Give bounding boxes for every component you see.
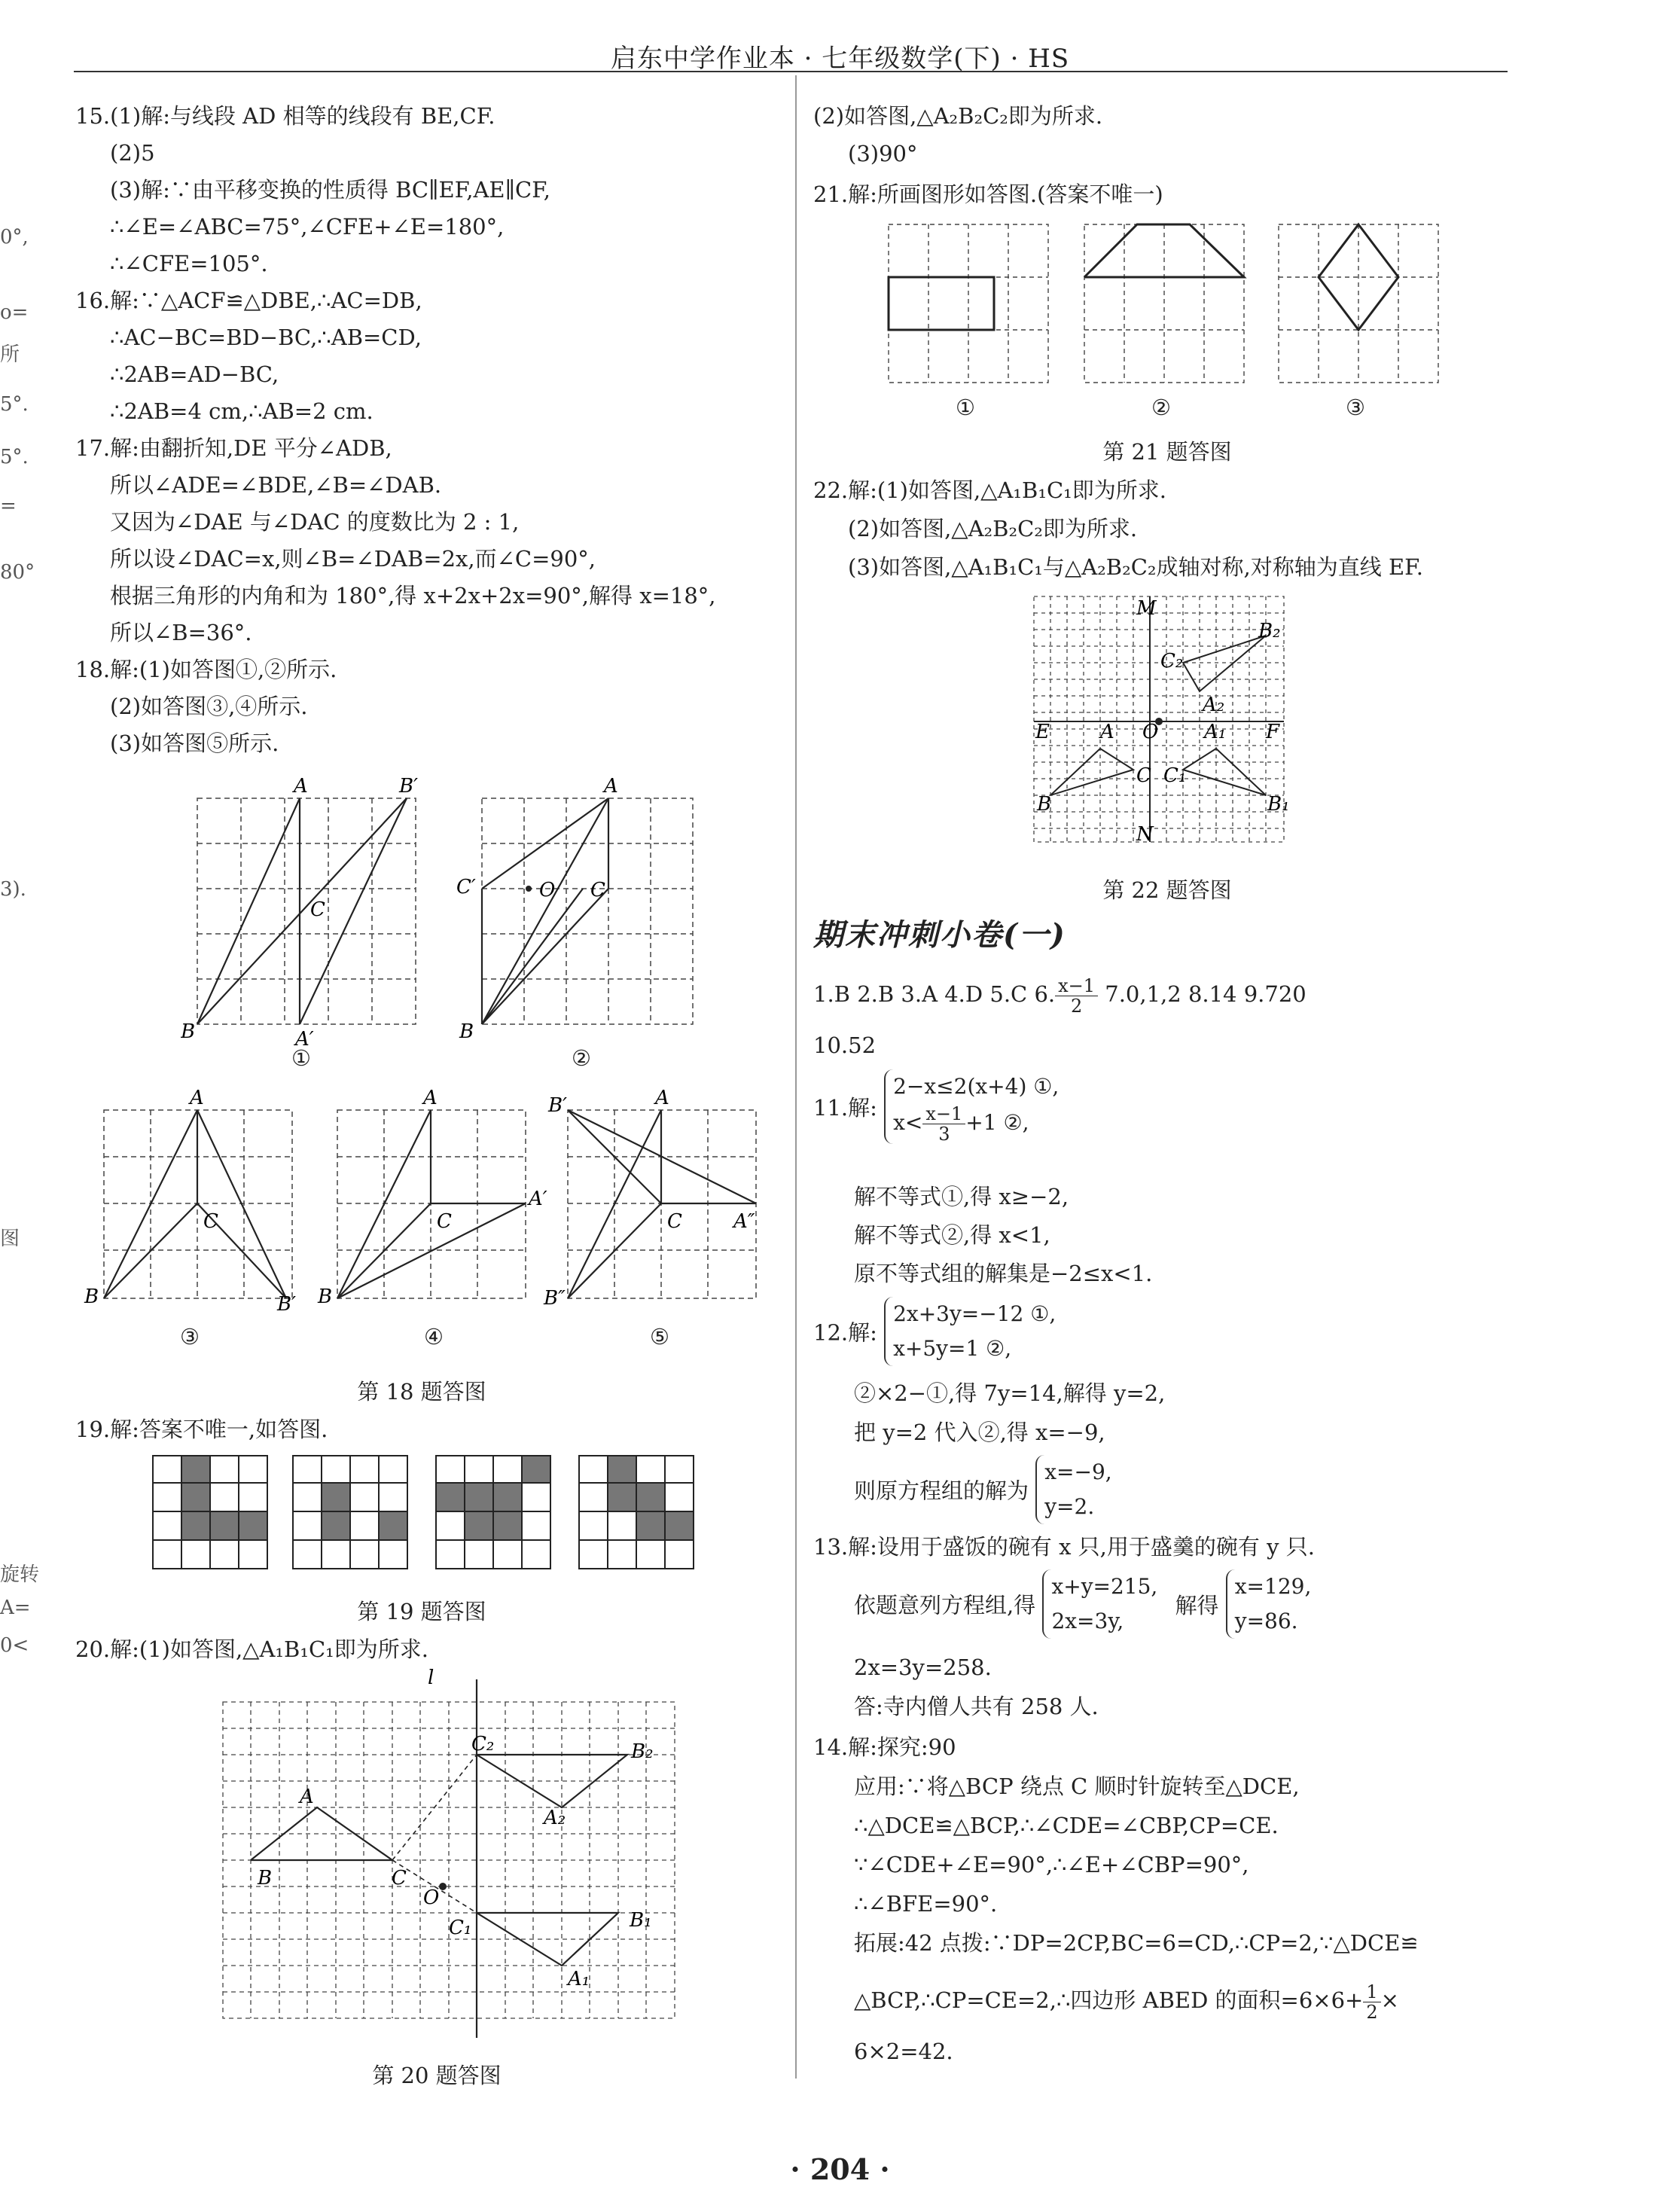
q17-line: 所以∠ADE=∠BDE,∠B=∠DAB. — [110, 472, 442, 498]
q12-line: 把 y=2 代入②,得 x=−9, — [854, 1420, 1105, 1445]
page-number: · 204 · — [790, 2152, 890, 2186]
equation: x=129, — [1234, 1574, 1312, 1599]
q17-line: 根据三角形的内角和为 180°,得 x+2x+2x=90°,解得 x=18°, — [110, 583, 716, 608]
equation — [893, 1104, 1059, 1144]
q18-figure-3 — [83, 1084, 309, 1310]
q18-figure-1 — [181, 776, 437, 1062]
solution-system — [1035, 1455, 1111, 1524]
q13-line: 依题意列方程组,得 — [854, 1592, 1036, 1618]
q14-line: ∴∠BFE=90°. — [854, 1891, 998, 1917]
q13-line: 13.解:设用于盛饭的碗有 x 只,用于盛羹的碗有 y 只. — [813, 1534, 1315, 1560]
point-label: A — [190, 1087, 204, 1109]
point-label: A₂ — [1203, 694, 1225, 716]
point-label: B — [459, 1020, 474, 1043]
column-divider — [795, 75, 797, 2079]
point-label: O — [1142, 721, 1159, 743]
q20-line: (2)如答图,△A₂B₂C₂即为所求. — [813, 103, 1103, 129]
point-label: B″ — [544, 1287, 566, 1310]
q22-line: (2)如答图,△A₂B₂C₂即为所求. — [848, 516, 1138, 541]
point-label: B′ — [548, 1094, 568, 1117]
q22-figure — [1028, 592, 1299, 851]
figure-caption: 第 18 题答图 — [357, 1379, 486, 1405]
point-label: A — [604, 776, 618, 798]
figure-caption: 第 20 题答图 — [372, 2063, 502, 2088]
point-label: C₁ — [1163, 764, 1187, 787]
figure-number: ⑤ — [650, 1324, 669, 1350]
figure-caption: 第 22 题答图 — [1102, 877, 1232, 903]
edge-text: 0< — [0, 1634, 29, 1657]
q17-line: 所以设∠DAC=x,则∠B=∠DAB=2x,而∠C=90°, — [110, 546, 596, 572]
fraction-top: x−1 — [1055, 976, 1098, 996]
q20-line: 20.解:(1)如答图,△A₁B₁C₁即为所求. — [75, 1636, 429, 1662]
figure-number: ① — [291, 1045, 311, 1071]
equation: y=2. — [1044, 1494, 1095, 1519]
q14-line — [854, 1978, 1399, 2023]
q15-line: (3)解:∵由平移变换的性质得 BC∥EF,AE∥CF, — [110, 177, 551, 203]
point-label: F — [1266, 721, 1280, 743]
point-label: B₂ — [1258, 620, 1281, 642]
q15-line: (2)5 — [110, 140, 155, 166]
point-label: C₁ — [449, 1917, 472, 1939]
edge-text: 5°. — [0, 393, 29, 416]
point-label: A″ — [733, 1210, 755, 1233]
q18-figure-5 — [542, 1084, 783, 1310]
point-label: B₁ — [1267, 793, 1290, 816]
q21-line: 21.解:所画图形如答图.(答案不唯一) — [813, 181, 1163, 207]
point-label: B — [84, 1286, 99, 1308]
q19-grid-1 — [181, 1456, 267, 1540]
q13-system — [854, 1569, 1311, 1639]
q17-line: 17.解:由翻折知,DE 平分∠ADB, — [75, 435, 392, 461]
fraction-bottom: 2 — [1070, 995, 1083, 1017]
point-label: C — [310, 898, 325, 921]
fraction-top: x−1 — [922, 1104, 965, 1124]
point-label: C — [590, 879, 605, 901]
point-label: C — [392, 1867, 407, 1889]
q14-text: × — [1380, 1987, 1399, 2013]
point-label: C₂ — [1160, 650, 1184, 673]
point-label: C — [667, 1210, 682, 1233]
solution-system — [1226, 1569, 1312, 1639]
point-label: A₁ — [568, 1968, 590, 1990]
q22-line: 22.解:(1)如答图,△A₁B₁C₁即为所求. — [813, 477, 1167, 503]
equation-system — [1042, 1569, 1157, 1639]
q19-line: 19.解:答案不唯一,如答图. — [75, 1417, 328, 1442]
q18-line: 18.解:(1)如答图①,②所示. — [75, 657, 337, 682]
point-label: O — [539, 879, 556, 901]
answers-line: 10.52 — [813, 1032, 877, 1058]
point-label: B′ — [399, 776, 419, 798]
point-label: B — [181, 1020, 196, 1043]
edge-text: 旋转 — [0, 1563, 40, 1586]
q11-line: 解不等式①,得 x≥−2, — [854, 1184, 1069, 1209]
point-label: M — [1136, 597, 1157, 620]
inequality-system — [884, 1069, 1059, 1144]
fraction-bottom: 3 — [938, 1124, 950, 1145]
q14-line: 6×2=42. — [854, 2039, 953, 2064]
q12-label: 12.解: — [813, 1319, 877, 1346]
equation: x+5y=1 ②, — [893, 1336, 1012, 1361]
q18-figure-2 — [456, 776, 712, 1062]
point-label: A — [300, 1786, 314, 1808]
answers-text: 1.B 2.B 3.A 4.D 5.C 6. — [813, 981, 1056, 1007]
equation-part: +1 ②, — [965, 1110, 1029, 1135]
point-label: B — [318, 1286, 333, 1308]
figure-number: ③ — [1346, 395, 1365, 420]
fraction-top: 1 — [1363, 1982, 1380, 2002]
point-label: C — [1136, 764, 1151, 787]
equation: 2x+3y=−12 ①, — [893, 1301, 1056, 1326]
point-label: A′ — [529, 1188, 547, 1210]
q13-line: 答:寺内僧人共有 258 人. — [854, 1694, 1099, 1719]
q15-line: ∴∠CFE=105°. — [110, 251, 268, 276]
point-label: A — [423, 1087, 438, 1109]
q13-line: 解得 — [1175, 1592, 1219, 1618]
figure-number: ② — [572, 1045, 591, 1071]
equation: y=86. — [1234, 1609, 1298, 1633]
q11-line: 解不等式②,得 x<1, — [854, 1222, 1050, 1248]
point-label: l — [428, 1669, 434, 1689]
point-label: A₂ — [544, 1807, 566, 1829]
point-label: A′ — [295, 1028, 314, 1051]
q11-label: 11.解: — [813, 1095, 877, 1121]
point-label: A — [655, 1087, 669, 1109]
point-label: N — [1136, 823, 1154, 846]
q12-line: ②×2−①,得 7y=14,解得 y=2, — [854, 1380, 1166, 1406]
q13-line: 2x=3y=258. — [854, 1655, 992, 1680]
header-rule — [74, 71, 1508, 72]
edge-text: 图 — [0, 1228, 20, 1250]
point-label: A — [1100, 721, 1114, 743]
point-label: B — [258, 1867, 273, 1889]
figure-caption: 第 21 题答图 — [1102, 439, 1232, 465]
q12-line: 则原方程组的解为 — [854, 1478, 1029, 1504]
figure-number: ④ — [424, 1324, 444, 1350]
figure-number: ② — [1151, 395, 1171, 420]
fraction — [1363, 1982, 1380, 2022]
q15-line: 15.(1)解:与线段 AD 相等的线段有 BE,CF. — [75, 103, 495, 129]
edge-text: A= — [0, 1597, 31, 1619]
point-label: C — [203, 1210, 218, 1233]
q11-block — [813, 1069, 1059, 1144]
edge-text: o= — [0, 301, 29, 324]
q18-figure-4 — [316, 1084, 557, 1310]
q22-line: (3)如答图,△A₁B₁C₁与△A₂B₂C₂成轴对称,对称轴为直线 EF. — [848, 554, 1423, 580]
q15-line: ∴∠E=∠ABC=75°,∠CFE+∠E=180°, — [110, 214, 505, 239]
equation-system — [884, 1297, 1056, 1366]
q11-line: 原不等式组的解集是−2≤x<1. — [854, 1261, 1153, 1286]
point-label: B — [1037, 793, 1052, 816]
q20-figure — [203, 1669, 700, 2045]
q16-line: ∴AC−BC=BD−BC,∴AB=CD, — [110, 325, 422, 350]
q18-line: (3)如答图⑤所示. — [110, 730, 279, 756]
q14-line: 14.解:探究:90 — [813, 1734, 956, 1760]
q14-line: ∵∠CDE+∠E=90°,∴∠E+∠CBP=90°, — [854, 1852, 1249, 1877]
equation-part: x< — [893, 1110, 923, 1135]
equation: 2x=3y, — [1051, 1609, 1124, 1633]
edge-text: 3). — [0, 878, 26, 901]
equation: x=−9, — [1044, 1459, 1112, 1484]
q14-text: △BCP,∴CP=CE=2,∴四边形 ABED 的面积=6×6+ — [854, 1987, 1364, 2013]
q16-line: 16.解:∵△ACF≌△DBE,∴AC=DB, — [75, 288, 422, 313]
equation: x+y=215, — [1051, 1574, 1158, 1599]
point-label: B₁ — [630, 1909, 652, 1932]
q18-line: (2)如答图③,④所示. — [110, 694, 308, 719]
point-label: E — [1035, 721, 1050, 743]
equation: 2−x≤2(x+4) ①, — [893, 1074, 1060, 1099]
point-label: A — [294, 776, 308, 798]
edge-text: 5°. — [0, 446, 29, 468]
point-label: B′ — [277, 1293, 297, 1310]
figure-caption: 第 19 题答图 — [357, 1599, 486, 1624]
point-label: B₂ — [631, 1740, 654, 1763]
edge-text: 所 — [0, 343, 20, 366]
left-column — [75, 98, 783, 762]
q17-line: 又因为∠DAE 与∠DAC 的度数比为 2 : 1, — [110, 509, 520, 535]
q16-line: ∴2AB=4 cm,∴AB=2 cm. — [110, 398, 374, 424]
answers-line — [813, 971, 1306, 1017]
edge-text: 0°, — [0, 226, 29, 249]
answers-text: 7.0,1,2 8.14 9.720 — [1098, 981, 1306, 1007]
q12-block — [813, 1297, 1056, 1366]
point-label: A₁ — [1204, 721, 1227, 743]
q19-grid-4 — [608, 1456, 694, 1540]
q20-line: (3)90° — [848, 141, 918, 166]
edge-text: = — [0, 495, 17, 517]
section-title: 期末冲刺小卷(一) — [813, 917, 1066, 953]
fraction — [922, 1104, 965, 1144]
point-label: C₂ — [471, 1733, 495, 1755]
page-header: 启东中学作业本 · 七年级数学(下) · HS — [610, 44, 1070, 74]
q16-line: ∴2AB=AD−BC, — [110, 361, 279, 387]
figure-number: ③ — [180, 1324, 200, 1350]
q14-line: ∴△DCE≌△BCP,∴∠CDE=∠CBP,CP=CE. — [854, 1813, 1279, 1838]
q14-line: 应用:∵将△BCP 绕点 C 顺时针旋转至△DCE, — [854, 1774, 1300, 1799]
q14-line: 拓展:42 点拨:∵DP=2CP,BC=6=CD,∴CP=2,∵△DCE≌ — [854, 1930, 1419, 1956]
point-label: O — [423, 1886, 440, 1909]
fraction-bottom: 2 — [1366, 2001, 1378, 2023]
fraction — [1055, 976, 1098, 1016]
q17-line: 所以∠B=36°. — [110, 620, 252, 645]
figure-number: ① — [956, 395, 975, 420]
q12-solution — [854, 1455, 1112, 1524]
edge-text: 80° — [0, 561, 35, 584]
point-label: C — [437, 1210, 452, 1233]
point-label: C′ — [456, 876, 476, 898]
q19-figure — [147, 1453, 704, 1574]
